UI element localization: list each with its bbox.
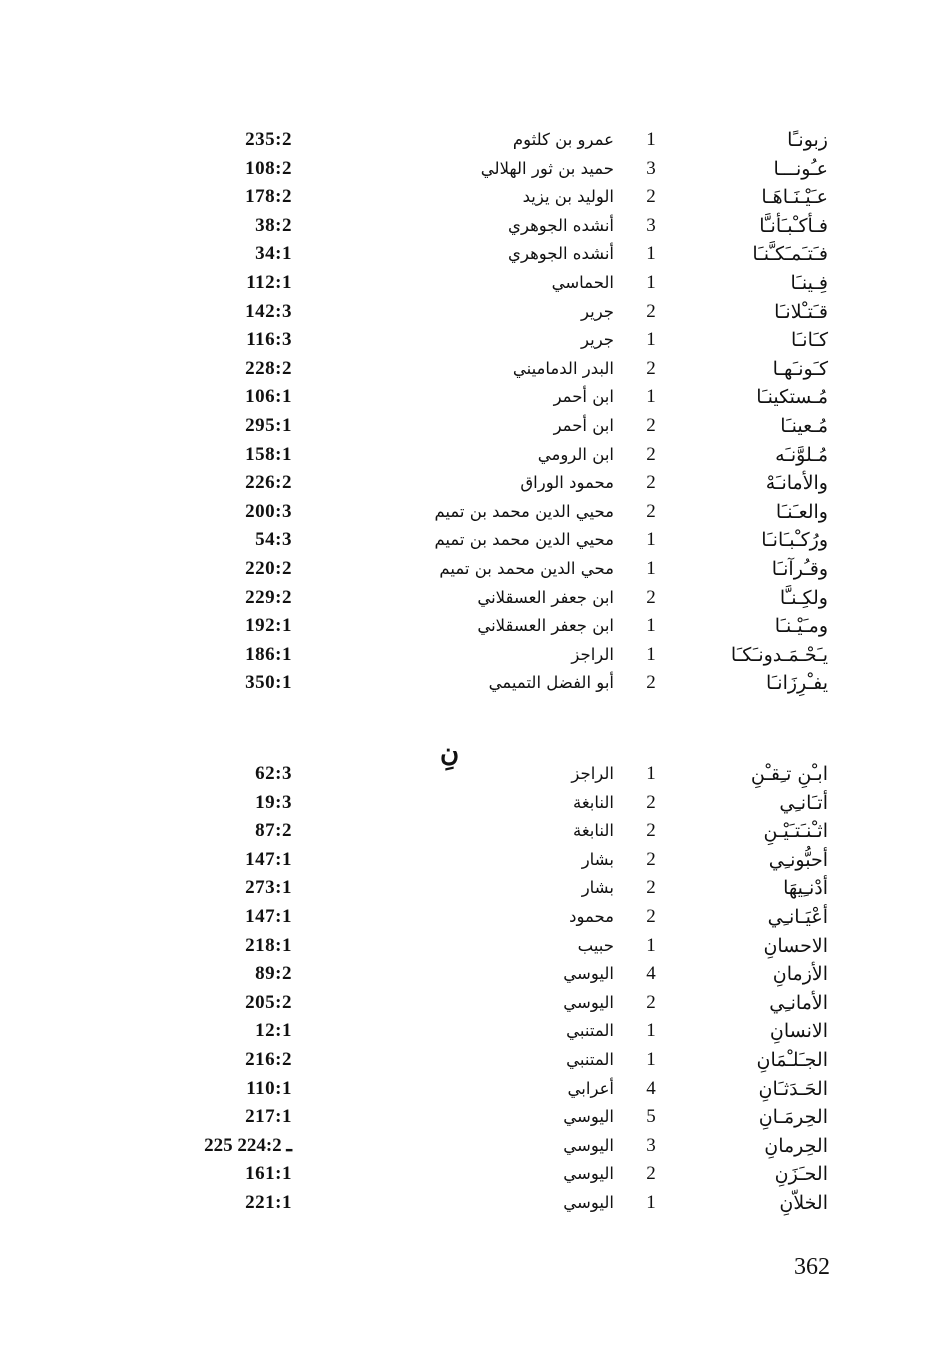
index-entry-row	[0, 584, 946, 613]
rhyme-word: فـأكـْبـَأنـَّا	[759, 214, 828, 237]
index-entry-row	[0, 326, 946, 355]
index-entry-row	[0, 989, 946, 1018]
poet-name: اليوسي	[563, 1135, 614, 1155]
index-entry-row	[0, 183, 946, 212]
index-entry-row	[0, 932, 946, 961]
poet-name: اليوسي	[563, 964, 614, 984]
poet-name: أعرابي	[567, 1078, 614, 1098]
index-entry-row	[0, 1189, 946, 1218]
poet-name: ابن جعفر العسقلاني	[477, 616, 614, 636]
poet-name: جرير	[581, 330, 614, 350]
verse-count: 2	[646, 672, 656, 694]
index-entry-row	[0, 1017, 946, 1046]
verse-count: 2	[646, 443, 656, 465]
poet-name: ابن جعفر العسقلاني	[477, 587, 614, 607]
page-reference: 216:2	[245, 1048, 292, 1070]
rhyme-word: أتـَانـِي	[779, 791, 828, 814]
poet-name: محمود	[569, 906, 614, 926]
verse-count: 1	[646, 934, 656, 956]
verse-count: 1	[646, 1191, 656, 1213]
verse-count: 3	[646, 214, 656, 236]
rhyme-word: كـَانـَا	[790, 329, 828, 352]
index-entry-row	[0, 1046, 946, 1075]
page-reference: 34:1	[255, 243, 292, 265]
page-reference: 54:3	[255, 529, 292, 551]
index-entry-row	[0, 817, 946, 846]
index-entry-row	[0, 789, 946, 818]
page-reference: 161:1	[245, 1163, 292, 1185]
index-entry-row	[0, 846, 946, 875]
page-reference: 178:2	[245, 186, 292, 208]
poet-name: المتنبي	[566, 1049, 614, 1069]
rhyme-word: أدْنـِيهَا	[783, 877, 828, 900]
index-entry-row	[0, 240, 946, 269]
index-entry-row	[0, 612, 946, 641]
page-reference: 147:1	[245, 848, 292, 870]
index-entry-row	[0, 298, 946, 327]
verse-count: 2	[646, 300, 656, 322]
verse-count: 2	[646, 414, 656, 436]
verse-count: 4	[646, 963, 656, 985]
poet-name: اليوسي	[563, 1107, 614, 1127]
page-reference: 89:2	[255, 963, 292, 985]
verse-count: 1	[646, 243, 656, 265]
rhyme-word: الاحسانِ	[763, 934, 828, 957]
index-entry-row	[0, 469, 946, 498]
page-reference: 229:2	[245, 586, 292, 608]
verse-count: 1	[646, 763, 656, 784]
rhyme-word: الخلاّنِ	[779, 1191, 828, 1214]
index-entry-row	[0, 903, 946, 932]
index-entry-row	[0, 498, 946, 527]
rhyme-word: الانسانِ	[769, 1020, 828, 1043]
poet-name: أنشده الجوهري	[508, 215, 614, 235]
page-reference: 220:2	[245, 557, 292, 579]
index-entry-row	[0, 212, 946, 241]
poet-name: عمرو بن كلثوم	[512, 130, 614, 149]
verse-count: 1	[646, 386, 656, 408]
rhyme-word: ورُكـْبـَانـَا	[761, 529, 828, 552]
index-section-nun	[0, 760, 946, 1218]
verse-count: 2	[646, 905, 656, 927]
index-entry-row	[0, 1160, 946, 1189]
poet-name: محي الدين محمد بن تميم	[439, 558, 614, 578]
verse-count: 1	[646, 129, 656, 150]
rhyme-word: ولكِـنـَّا	[779, 586, 828, 609]
poet-name: محيي الدين محمد بن تميم	[434, 530, 614, 550]
poet-name: المتنبي	[566, 1021, 614, 1041]
page-reference: 147:1	[245, 905, 292, 927]
rhyme-word: وقـُرآنـَا	[771, 557, 828, 580]
verse-count: 5	[646, 1106, 656, 1128]
poet-name: الراجز	[571, 644, 614, 664]
verse-count: 2	[646, 791, 656, 813]
page-reference: 112:1	[246, 271, 292, 293]
poet-name: النابغة	[572, 821, 614, 841]
rhyme-word: الأمانـِي	[769, 991, 828, 1014]
rhyme-word: يفـْرِزَانـَا	[765, 672, 828, 695]
poet-name: حبيب	[577, 935, 614, 955]
poet-name: ابن أحمر	[553, 387, 614, 407]
page-reference: 221:1	[245, 1191, 292, 1213]
rhyme-word: الحـَزَنِ	[774, 1163, 828, 1186]
poet-name: الراجز	[571, 764, 614, 783]
index-entry-row	[0, 760, 946, 789]
page-reference: 87:2	[255, 820, 292, 842]
poet-name: أبو الفضل التميمي	[488, 673, 614, 693]
page-reference: 225 ـ 224:2	[204, 1134, 292, 1156]
index-entry-row	[0, 441, 946, 470]
poet-name: الوليد بن يزيد	[522, 187, 614, 207]
index-entry-row	[0, 155, 946, 184]
index-entry-row	[0, 526, 946, 555]
verse-count: 1	[646, 529, 656, 551]
page-reference: 273:1	[245, 877, 292, 899]
rhyme-word: اثـْنـَتـَيْـنِ	[763, 820, 828, 843]
rhyme-word: عـَيْـنَـاهَـا	[761, 186, 828, 209]
page-reference: 142:3	[245, 300, 292, 322]
index-entry-row	[0, 1103, 946, 1132]
index-entry-row	[0, 383, 946, 412]
poet-name: ابن أحمر	[553, 415, 614, 435]
rhyme-word: ومـَيْـنـَا	[774, 615, 828, 638]
page-reference: 235:2	[245, 129, 292, 150]
rhyme-word: ابـْنِ تـِقـْنِ	[750, 763, 828, 785]
rhyme-word: زبونـًا	[787, 129, 828, 151]
index-entry-row	[0, 1132, 946, 1161]
rhyme-word: أعْيَـانـِي	[767, 905, 828, 928]
index-entry-row	[0, 641, 946, 670]
poet-name: الحماسي	[551, 272, 614, 292]
verse-count: 2	[646, 357, 656, 379]
rhyme-word: مُـعينـَا	[780, 414, 828, 437]
page-reference: 226:2	[245, 472, 292, 494]
page-reference: 295:1	[245, 414, 292, 436]
rhyme-word: قـَتـْلانـَا	[774, 300, 828, 323]
poet-name: جرير	[581, 301, 614, 321]
verse-count: 2	[646, 848, 656, 870]
rhyme-word: الحِرمانِ	[764, 1134, 828, 1157]
verse-count: 1	[646, 271, 656, 293]
verse-count: 3	[646, 157, 656, 179]
page-reference: 350:1	[245, 672, 292, 694]
poet-name: اليوسي	[563, 1164, 614, 1184]
page-reference: 19:3	[255, 791, 292, 813]
rhyme-word: الحِرمَـانِ	[758, 1106, 828, 1129]
poet-name: بشار	[581, 849, 614, 869]
index-entry-row	[0, 669, 946, 698]
verse-count: 2	[646, 820, 656, 842]
verse-count: 1	[646, 1020, 656, 1042]
verse-count: 1	[646, 1048, 656, 1070]
verse-count: 1	[646, 557, 656, 579]
page-reference: 192:1	[245, 615, 292, 637]
page-reference: 217:1	[245, 1106, 292, 1128]
verse-count: 1	[646, 643, 656, 665]
rhyme-word: والعـَنـَا	[775, 500, 828, 523]
page-reference: 186:1	[245, 643, 292, 665]
poet-name: البدر الدماميني	[512, 358, 614, 378]
page-reference: 205:2	[245, 991, 292, 1013]
rhyme-word: كـَونـَهـا	[772, 357, 828, 380]
page-reference: 38:2	[255, 214, 292, 236]
page-reference: 108:2	[245, 157, 292, 179]
page-reference: 218:1	[245, 934, 292, 956]
page-reference: 158:1	[245, 443, 292, 465]
rhyme-word: مُـستكينـَا	[756, 386, 828, 409]
index-entry-row	[0, 1075, 946, 1104]
section-letter-heading: نِ	[440, 738, 460, 768]
page-reference: 62:3	[255, 763, 292, 784]
page-reference: 110:1	[246, 1077, 292, 1099]
verse-count: 2	[646, 500, 656, 522]
poet-name: اليوسي	[563, 1192, 614, 1212]
poet-name: بشار	[581, 878, 614, 898]
rhyme-word: الأزمانِ	[772, 963, 828, 986]
index-entry-row	[0, 412, 946, 441]
index-section-alef	[0, 126, 946, 698]
rhyme-word: فِـينـَا	[790, 271, 828, 294]
index-entry-row	[0, 555, 946, 584]
verse-count: 2	[646, 186, 656, 208]
rhyme-word: يـَحْـمَـدونـَكـَا	[730, 643, 828, 666]
verse-count: 2	[646, 1163, 656, 1185]
page-reference: 228:2	[245, 357, 292, 379]
poet-name: النابغة	[572, 792, 614, 812]
poet-name: محيي الدين محمد بن تميم	[434, 501, 614, 521]
verse-count: 2	[646, 877, 656, 899]
poet-name: حميد بن ثور الهلالي	[480, 158, 614, 178]
index-entry-row	[0, 269, 946, 298]
verse-count: 4	[646, 1077, 656, 1099]
rhyme-word: الجـَلـْمَانِ	[756, 1048, 828, 1071]
verse-count: 3	[646, 1134, 656, 1156]
rhyme-word: عـُونـــا	[773, 157, 828, 180]
page-reference: 116:3	[246, 329, 292, 351]
rhyme-word: فـَتـَمـَكـَّنـَا	[752, 243, 828, 266]
verse-count: 2	[646, 991, 656, 1013]
rhyme-word: والأمانـَهْ	[765, 472, 828, 495]
verse-count: 2	[646, 472, 656, 494]
rhyme-word: الحَـدَثـَانِ	[758, 1077, 828, 1100]
verse-count: 1	[646, 615, 656, 637]
index-entry-row	[0, 355, 946, 384]
poet-name: محمود الوراق	[520, 473, 614, 493]
page-number: 362	[794, 1254, 830, 1280]
poet-name: اليوسي	[563, 992, 614, 1012]
poet-name: ابن الرومي	[537, 444, 614, 464]
index-entry-row	[0, 960, 946, 989]
index-entry-row	[0, 126, 946, 155]
verse-count: 2	[646, 586, 656, 608]
page-reference: 106:1	[245, 386, 292, 408]
index-entry-row	[0, 874, 946, 903]
rhyme-word: مُـلوَّنـَه	[775, 443, 828, 466]
verse-count: 1	[646, 329, 656, 351]
page-reference: 12:1	[255, 1020, 292, 1042]
page-reference: 200:3	[245, 500, 292, 522]
poet-name: أنشده الجوهري	[508, 244, 614, 264]
rhyme-word: أحبُّونـِي	[768, 848, 828, 871]
